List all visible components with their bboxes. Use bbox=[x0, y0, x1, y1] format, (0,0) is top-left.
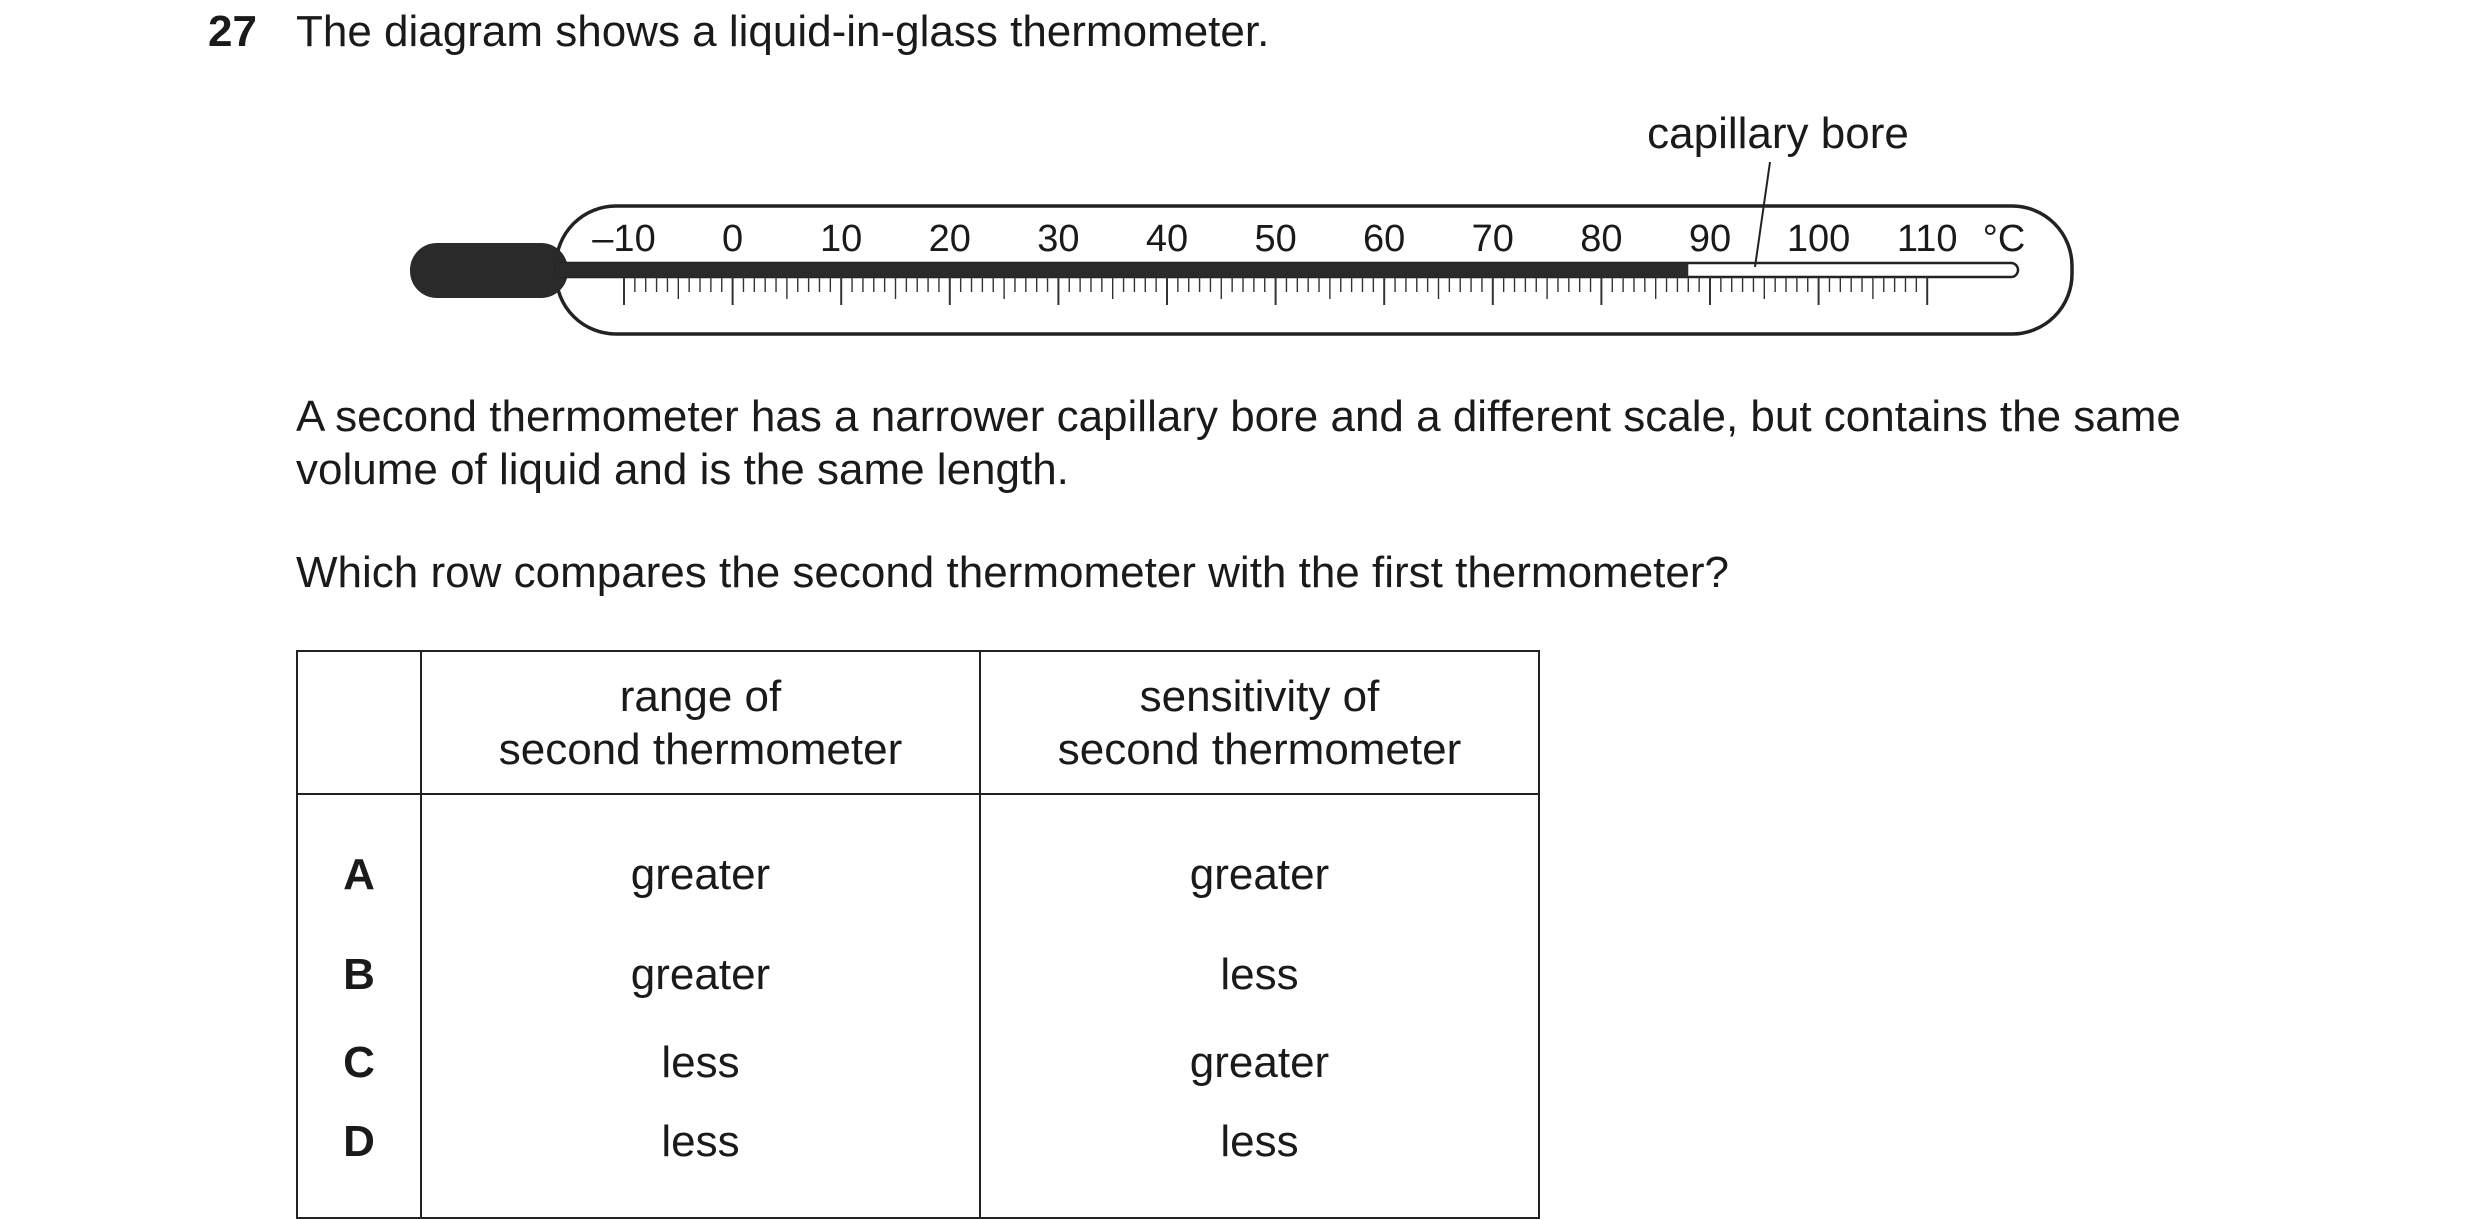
scale-label: 0 bbox=[722, 218, 744, 260]
scale-label: 110 bbox=[1896, 218, 1958, 260]
question-intro: The diagram shows a liquid-in-glass thermometer. bbox=[296, 7, 1270, 56]
header-range bbox=[421, 651, 980, 794]
scale-label: 40 bbox=[1145, 218, 1189, 260]
capillary-bore-label: capillary bore bbox=[1647, 109, 1909, 158]
header-sens-line-2: second thermometer bbox=[1057, 724, 1462, 774]
scale-label: 20 bbox=[928, 218, 971, 260]
scale-label: 10 bbox=[820, 218, 863, 260]
scale-label: 60 bbox=[1363, 218, 1406, 260]
table-row-b[interactable] bbox=[297, 931, 1539, 1019]
row-range: less bbox=[421, 1019, 980, 1107]
scale-label: 70 bbox=[1471, 218, 1514, 260]
row-sensitivity: less bbox=[980, 931, 1539, 1019]
paragraph-description bbox=[296, 390, 2396, 496]
scale-label: 80 bbox=[1580, 218, 1623, 260]
header-key bbox=[297, 651, 421, 794]
scale-label: –10 bbox=[592, 218, 656, 260]
liquid-column bbox=[556, 263, 1688, 277]
header-range-line-1: range of bbox=[619, 671, 782, 721]
scale-label: 90 bbox=[1688, 218, 1732, 260]
row-sensitivity: greater bbox=[980, 1019, 1539, 1107]
paragraph-line-1: A second thermometer has a narrower capillary bore and a different scale, but contains the same bbox=[296, 392, 2181, 441]
question-number: 27 bbox=[208, 7, 257, 56]
row-range: greater bbox=[421, 794, 980, 931]
row-range: greater bbox=[421, 931, 980, 1019]
table-row-a[interactable] bbox=[297, 794, 1539, 931]
scale-label: 100 bbox=[1786, 218, 1851, 260]
row-sensitivity: greater bbox=[980, 794, 1539, 931]
row-key: D bbox=[297, 1107, 421, 1218]
header-range-line-2: second thermometer bbox=[498, 724, 903, 774]
header-sens-line-1: sensitivity of bbox=[1139, 671, 1380, 721]
scale-label: 50 bbox=[1254, 218, 1297, 260]
header-sensitivity bbox=[980, 651, 1539, 794]
row-key: C bbox=[297, 1019, 421, 1107]
question-prompt: Which row compares the second thermometer with the first thermometer? bbox=[296, 548, 1729, 597]
thermometer-bulb bbox=[410, 243, 568, 298]
row-range: less bbox=[421, 1107, 980, 1218]
table-row-d[interactable] bbox=[297, 1107, 1539, 1218]
answer-table bbox=[296, 650, 1540, 1219]
row-sensitivity: less bbox=[980, 1107, 1539, 1218]
row-key: A bbox=[297, 794, 421, 931]
table-header-row bbox=[297, 651, 1539, 794]
table-row-c[interactable] bbox=[297, 1019, 1539, 1107]
paragraph-line-2: volume of liquid and is the same length. bbox=[296, 445, 1069, 494]
row-key: B bbox=[297, 931, 421, 1019]
unit-label: °C bbox=[1982, 218, 2026, 260]
thermometer-diagram bbox=[0, 0, 2480, 380]
scale-label: 30 bbox=[1037, 218, 1080, 260]
